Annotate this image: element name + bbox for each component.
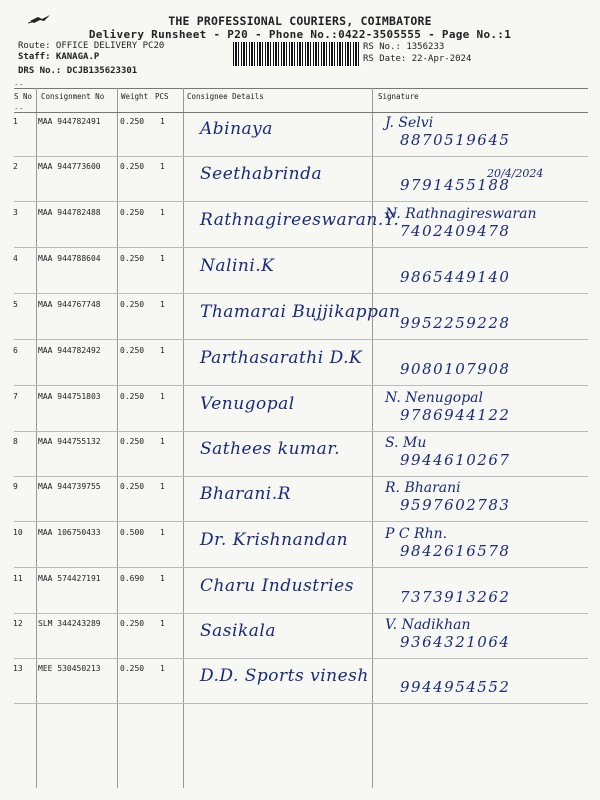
pieces-count: 1 bbox=[160, 482, 165, 491]
table-row bbox=[0, 570, 600, 614]
rs-number: RS No.: 1356233 bbox=[363, 42, 445, 52]
pieces-count: 1 bbox=[160, 619, 165, 628]
consignment-number: MAA 944767748 bbox=[38, 300, 101, 309]
pieces-count: 1 bbox=[160, 346, 165, 355]
pieces-count: 1 bbox=[160, 392, 165, 401]
signature-phone: 7373913262 bbox=[400, 588, 511, 606]
weight-value: 0.690 bbox=[120, 574, 145, 583]
row-sno: 1 bbox=[13, 117, 18, 126]
weight-value: 0.250 bbox=[120, 300, 145, 309]
row-divider bbox=[14, 247, 588, 248]
pieces-count: 1 bbox=[160, 528, 165, 537]
row-divider bbox=[14, 156, 588, 157]
row-sno: 12 bbox=[13, 619, 23, 628]
col-header-weight: Weight bbox=[121, 92, 149, 101]
row-sno: 4 bbox=[13, 254, 18, 263]
pieces-count: 1 bbox=[160, 117, 165, 126]
consignment-number: MAA 944739755 bbox=[38, 482, 101, 491]
signature-phone: 9944610267 bbox=[400, 451, 511, 469]
table-row bbox=[0, 524, 600, 568]
table-row bbox=[0, 615, 600, 659]
signature-phone: 7402409478 bbox=[400, 222, 511, 240]
consignee-handwritten-name: Nalini.K bbox=[200, 256, 275, 276]
row-divider bbox=[14, 703, 588, 704]
weight-value: 0.250 bbox=[120, 208, 145, 217]
pieces-count: 1 bbox=[160, 162, 165, 171]
consignee-handwritten-name: Bharani.R bbox=[200, 484, 291, 504]
row-sno: 13 bbox=[13, 664, 23, 673]
barcode bbox=[233, 42, 361, 66]
weight-value: 0.250 bbox=[120, 346, 145, 355]
signature-name: R. Bharani bbox=[385, 480, 461, 496]
row-divider bbox=[14, 339, 588, 340]
signature-date: 20/4/2024 bbox=[487, 167, 544, 180]
signature-phone: 9944954552 bbox=[400, 678, 511, 696]
row-divider bbox=[14, 613, 588, 614]
row-divider bbox=[14, 385, 588, 386]
staff-text: Staff: KANAGA.P bbox=[18, 52, 100, 62]
consignment-number: SLM 344243289 bbox=[38, 619, 101, 628]
row-sno: 7 bbox=[13, 392, 18, 401]
signature-phone: 9791455188 bbox=[400, 176, 511, 194]
consignee-handwritten-name: Venugopal bbox=[200, 394, 295, 414]
drs-number: DRS No.: DCJB135623301 bbox=[18, 66, 138, 76]
row-divider bbox=[14, 201, 588, 202]
signature-name: N. Nenugopal bbox=[385, 390, 483, 406]
signature-phone: 8870519645 bbox=[400, 131, 511, 149]
separator-dash: -- bbox=[14, 104, 24, 113]
table-row bbox=[0, 433, 600, 477]
consignment-number: MAA 944782492 bbox=[38, 346, 101, 355]
signature-phone: 9364321064 bbox=[400, 633, 511, 651]
weight-value: 0.250 bbox=[120, 619, 145, 628]
consignment-number: MAA 944782491 bbox=[38, 117, 101, 126]
consignment-number: MEE 530450213 bbox=[38, 664, 101, 673]
row-sno: 11 bbox=[13, 574, 23, 583]
header-top-rule bbox=[14, 88, 588, 89]
table-row bbox=[0, 296, 600, 340]
pieces-count: 1 bbox=[160, 574, 165, 583]
consignment-number: MAA 944755132 bbox=[38, 437, 101, 446]
table-row bbox=[0, 113, 600, 157]
table-row bbox=[0, 158, 600, 202]
pieces-count: 1 bbox=[160, 208, 165, 217]
consignment-number: MAA 944782488 bbox=[38, 208, 101, 217]
row-divider bbox=[14, 658, 588, 659]
table-row bbox=[0, 478, 600, 522]
signature-phone: 9597602783 bbox=[400, 496, 511, 514]
consignee-handwritten-name: Thamarai Bujjikappan bbox=[200, 302, 401, 322]
col-header-sno: S No bbox=[14, 92, 33, 101]
consignee-handwritten-name: Seethabrinda bbox=[200, 164, 323, 184]
row-divider bbox=[14, 521, 588, 522]
weight-value: 0.250 bbox=[120, 437, 145, 446]
col-header-consignee: Consignee Details bbox=[187, 92, 264, 101]
row-sno: 2 bbox=[13, 162, 18, 171]
consignee-handwritten-name: Rathnagireeswaran.Y. bbox=[200, 210, 400, 230]
col-header-pcs: PCS bbox=[155, 92, 169, 101]
table-row bbox=[0, 388, 600, 432]
table-row bbox=[0, 342, 600, 386]
signature-phone: 9080107908 bbox=[400, 360, 511, 378]
consignment-number: MAA 106750433 bbox=[38, 528, 101, 537]
signature-name: V. Nadikhan bbox=[385, 617, 471, 633]
weight-value: 0.250 bbox=[120, 162, 145, 171]
table-row bbox=[0, 660, 600, 704]
weight-value: 0.250 bbox=[120, 664, 145, 673]
row-divider bbox=[14, 431, 588, 432]
table-row bbox=[0, 204, 600, 248]
pieces-count: 1 bbox=[160, 664, 165, 673]
signature-name: J. Selvi bbox=[385, 115, 434, 131]
pieces-count: 1 bbox=[160, 300, 165, 309]
consignment-number: MAA 944788604 bbox=[38, 254, 101, 263]
consignee-handwritten-name: Parthasarathi D.K bbox=[200, 348, 363, 368]
weight-value: 0.250 bbox=[120, 482, 145, 491]
row-sno: 3 bbox=[13, 208, 18, 217]
row-divider bbox=[14, 567, 588, 568]
consignee-handwritten-name: Sathees kumar. bbox=[200, 439, 340, 459]
row-sno: 5 bbox=[13, 300, 18, 309]
runsheet-subtitle: Delivery Runsheet - P20 - Phone No.:0422-3505555 - Page No.:1 bbox=[88, 28, 512, 41]
consignee-handwritten-name: Abinaya bbox=[200, 119, 273, 139]
consignment-number: MAA 944773600 bbox=[38, 162, 101, 171]
pieces-count: 1 bbox=[160, 254, 165, 263]
consignee-handwritten-name: Charu Industries bbox=[200, 576, 354, 596]
row-sno: 10 bbox=[13, 528, 23, 537]
signature-name: S. Mu bbox=[385, 435, 427, 451]
company-title: THE PROFESSIONAL COURIERS, COIMBATORE bbox=[168, 14, 432, 28]
col-header-signature: Signature bbox=[378, 92, 419, 101]
signature-name: P C Rhn. bbox=[385, 526, 448, 542]
signature-phone: 9952259228 bbox=[400, 314, 511, 332]
row-divider bbox=[14, 476, 588, 477]
table-row bbox=[0, 250, 600, 294]
weight-value: 0.250 bbox=[120, 254, 145, 263]
row-sno: 9 bbox=[13, 482, 18, 491]
consignee-handwritten-name: Dr. Krishnandan bbox=[200, 530, 349, 550]
row-sno: 8 bbox=[13, 437, 18, 446]
consignee-handwritten-name: D.D. Sports vinesh bbox=[200, 666, 369, 686]
row-divider bbox=[14, 293, 588, 294]
signature-phone: 9786944122 bbox=[400, 406, 511, 424]
weight-value: 0.500 bbox=[120, 528, 145, 537]
weight-value: 0.250 bbox=[120, 117, 145, 126]
rs-date: RS Date: 22-Apr-2024 bbox=[363, 54, 472, 64]
consignment-number: MAA 574427191 bbox=[38, 574, 101, 583]
pieces-count: 1 bbox=[160, 437, 165, 446]
route-text: Route: OFFICE DELIVERY PC20 bbox=[18, 41, 165, 51]
consignee-handwritten-name: Sasikala bbox=[200, 621, 276, 641]
weight-value: 0.250 bbox=[120, 392, 145, 401]
signature-phone: 9865449140 bbox=[400, 268, 511, 286]
col-header-consignment: Consignment No bbox=[41, 92, 105, 101]
signature-name: N. Rathnagireswaran bbox=[385, 206, 537, 222]
row-sno: 6 bbox=[13, 346, 18, 355]
consignment-number: MAA 944751803 bbox=[38, 392, 101, 401]
signature-phone: 9842616578 bbox=[400, 542, 511, 560]
separator-dash: -- bbox=[14, 80, 24, 89]
